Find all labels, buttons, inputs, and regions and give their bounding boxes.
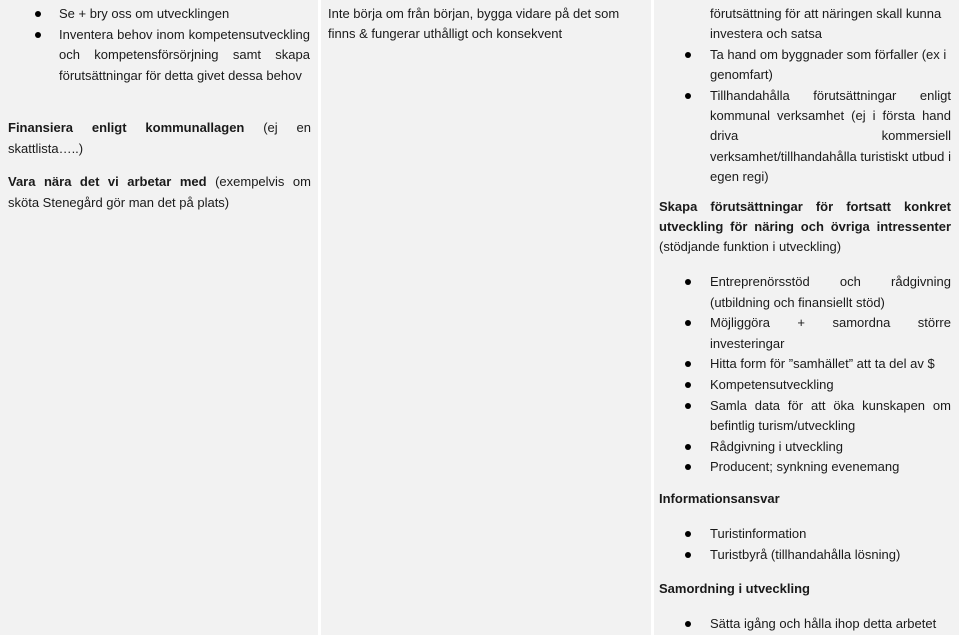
continued-text: förutsättning för att näringen skall kunna investera och satsa xyxy=(710,6,942,42)
list-item: Samla data för att öka kunskapen om befintlig turism/utveckling xyxy=(710,396,951,437)
list-item: Turistinformation xyxy=(710,524,951,545)
list-item: Se + bry oss om utvecklingen xyxy=(59,4,310,25)
paragraph-vara-nara: Vara nära det vi arbetar med (exempelvis om sköta Stenegård gör man det på plats) xyxy=(8,174,311,210)
list-item: Inventera behov inom kompetensutveckling och kompetensförsörjning samt skapa förutsättningar för detta givet dessa behov xyxy=(59,25,310,87)
list-item: Kompetensutveckling xyxy=(710,375,951,396)
bullet-icon xyxy=(685,552,691,558)
bullet-icon xyxy=(685,320,691,326)
heading-samordning: Samordning i utveckling xyxy=(659,581,810,596)
column-middle xyxy=(321,0,651,635)
bullet-list-samordning xyxy=(710,614,951,635)
paragraph-skapa: Skapa förutsättningar för fortsatt konkret utveckling för näring och övriga intressenter (stödjande funktion i utveckling) xyxy=(659,199,951,254)
bullet-icon xyxy=(685,444,691,450)
list-item: Sätta igång och hålla ihop detta arbetet xyxy=(710,614,951,635)
heading-informationsansvar: Informationsansvar xyxy=(659,491,780,506)
bullet-icon xyxy=(685,279,691,285)
bullet-list-info xyxy=(710,524,951,565)
bullet-list-top xyxy=(710,4,951,188)
list-item: Tillhandahålla förutsättningar enligt kommunal verksamhet (ej i första hand driva kommersiell verksamhet/tillhandahålla turistiskt utbud i egen regi) xyxy=(710,86,951,188)
column-right xyxy=(654,0,959,635)
bullet-icon xyxy=(685,52,691,58)
paragraph-finansiera: Finansiera enligt kommunallagen (ej en skattlista…..) xyxy=(8,120,311,156)
bullet-icon xyxy=(685,93,691,99)
list-item: Rådgivning i utveckling xyxy=(710,437,951,458)
bullet-icon xyxy=(685,382,691,388)
bullet-list-skapa xyxy=(710,272,951,478)
list-item: Hitta form för ”samhället” att ta del av $ xyxy=(710,354,951,375)
bullet-icon xyxy=(685,621,691,627)
list-item: Möjliggöra + samordna större investeringar xyxy=(710,313,951,354)
list-item: Entreprenörsstöd och rådgivning (utbildning och finansiellt stöd) xyxy=(710,272,951,313)
bullet-icon xyxy=(685,361,691,367)
column-left xyxy=(0,0,318,635)
bullet-list xyxy=(59,4,310,86)
bullet-icon xyxy=(685,531,691,537)
bullet-icon xyxy=(35,11,41,17)
bullet-icon xyxy=(35,32,41,38)
list-item: Turistbyrå (tillhandahålla lösning) xyxy=(710,545,951,566)
list-item: Ta hand om byggnader som förfaller (ex i genomfart) xyxy=(710,45,951,86)
list-item: Producent; synkning evenemang xyxy=(710,457,951,478)
bullet-icon xyxy=(685,464,691,470)
bullet-icon xyxy=(685,403,691,409)
paragraph-inte-borja: Inte börja om från början, bygga vidare på det som finns & fungerar uthålligt och konsekvent xyxy=(328,6,620,41)
